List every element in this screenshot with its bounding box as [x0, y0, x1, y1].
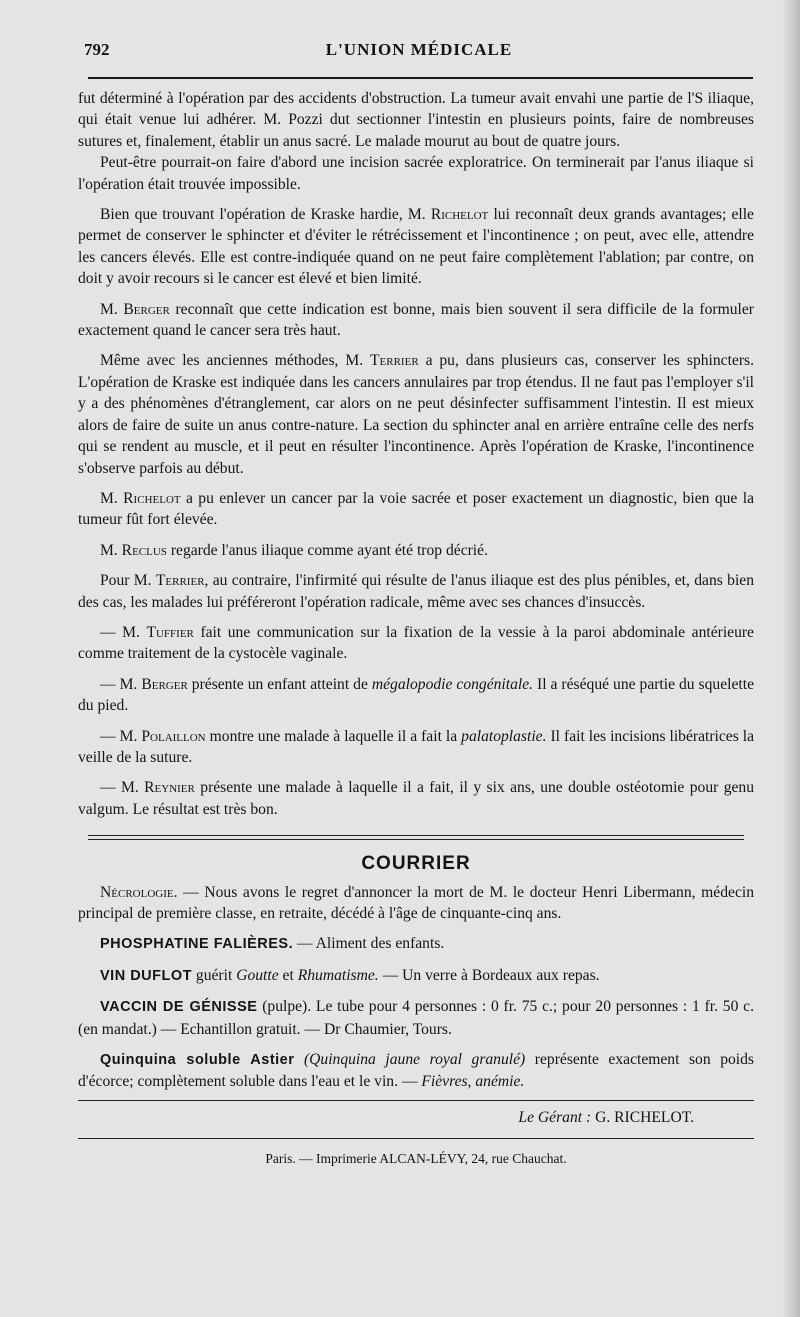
speaker-name: Terrier [155, 572, 205, 590]
speaker-name: Reclus [121, 541, 167, 559]
paragraph-incision: Peut-être pourrait-on faire d'abord une incision sacrée exploratrice. On terminerait par l'anus iliaque si l'opération était trouvée impossible. [78, 154, 754, 193]
speaker-name: Polaillon [141, 727, 206, 745]
header-rule [88, 77, 753, 79]
running-head [78, 40, 760, 64]
ad-vin-duflot: VIN DUFLOT guérit Goutte et Rhumatisme. — Un verre à Bordeaux aux repas. [100, 966, 600, 984]
ad-brand: Quinquina soluble Astier [100, 1052, 295, 1069]
paragraph-terrier-2: Pour M. Terrier, au contraire, l'infirmité qui résulte de l'anus iliaque est des plus pénibles, et, dans bien des cas, les malades lui préféreront l'opération radicale, même avec ses chances d'insuccès. [78, 572, 754, 611]
paragraph-polaillon: — M. Polaillon montre une malade à laquelle il a fait la palatoplastie. Il fait les incisions libératrices la veille de la suture. [78, 727, 755, 766]
ad-brand: VACCIN DE GÉNISSE [100, 999, 258, 1016]
section-divider [88, 835, 744, 840]
paragraph-pozzi: fut déterminé à l'opération par des accidents d'obstruction. La tumeur avait envahi une partie de l'S iliaque, qui était venue lui adhérer. M. Pozzi dut sectionner l'intestin en plusieurs points, faire de nombreuses sutures et, finalement, établir un anus sacré. Le malade mourut au bout de quatre jours. [78, 90, 754, 150]
page-number: 792 [84, 40, 110, 59]
article-body [78, 88, 754, 1170]
paragraph-richelot: Bien que trouvant l'opération de Kraske hardie, M. Richelot lui reconnaît deux grands avantages; elle permet de conserver le sphincter et d'éviter le rétrécissement et l'incontinence ; on peut, avec elle, attendre les cancers élevés. Elle est contre-indiquée quand on ne peut faire complètement l'ablation; par contre, on doit y avoir recours si le cancer est élevé et bien limité. [78, 206, 754, 288]
speaker-name: Berger [123, 300, 170, 318]
speaker-name: Berger [141, 675, 188, 693]
italic-term: mégalopodie congénitale. [371, 675, 534, 693]
ad-brand: PHOSPHATINE FALIÈRES. [100, 936, 294, 953]
speaker-name: Terrier [370, 352, 419, 370]
ad-brand: VIN DUFLOT [100, 967, 192, 984]
paragraph-reclus: M. Reclus regarde l'anus iliaque comme ayant été trop décrié. [100, 541, 488, 559]
ad-vaccin: VACCIN DE GÉNISSE (pulpe). Le tube pour 4 personnes : 0 fr. 75 c.; pour 20 personnes : 1 fr. 50 c. (en mandat.) — Echantillon gratuit. — Dr Chaumier, Tours. [78, 998, 754, 1038]
paragraph-richelot-2: M. Richelot a pu enlever un cancer par la voie sacrée et poser exactement un diagnostic, bien que la tumeur fût fort élevée. [78, 489, 754, 529]
imprint-rule [78, 1138, 754, 1139]
paragraph-tuffier: — M. Tuffier fait une communication sur la fixation de la vessie à la paroi abdominale antérieure comme traitement de la cystocèle vaginale. [78, 623, 754, 663]
section-title: COURRIER [361, 853, 471, 875]
ad-quinquina: Quinquina soluble Astier (Quinquina jaune royal granulé) représente exactement son poids d'écorce; complètement soluble dans l'eau et le vin. — Fièvres, anémie. [78, 1051, 754, 1091]
printer-imprint: Paris. — Imprimerie ALCAN-LÉVY, 24, rue Chauchat. [265, 1151, 567, 1167]
gerant-label: Le Gérant : [518, 1108, 592, 1126]
paragraph-reynier: — M. Reynier présente une malade à laquelle il a fait, il y six ans, une double ostéotomie pour genu valgum. Le résultat est très bon. [78, 779, 755, 818]
italic-term: palatoplastie. [461, 727, 547, 745]
footer-rule [78, 1100, 754, 1101]
paragraph-berger-2: — M. Berger présente un enfant atteint de mégalopodie congénitale. Il a réséqué une partie du squelette du pied. [78, 675, 754, 715]
speaker-name: Tuffier [146, 623, 194, 641]
speaker-name: Reynier [144, 779, 195, 797]
paragraph-necrologie: Nécrologie. — Nous avons le regret d'annoncer la mort de M. le docteur Henri Libermann, médecin principal de première classe, en retraite, décédé à l'âge de cinquante-cinq ans. [78, 883, 754, 922]
paragraph-terrier: Même avec les anciennes méthodes, M. Terrier a pu, dans plusieurs cas, conserver les sphincters. L'opération de Kraske est indiquée dans les cancers annulaires par trop étendus. Il ne faut pas l'employer s'il y a des phénomènes d'étranglement, car alors on ne peut désinfecter suffisamment l'intestin. Il est mieux alors de faire de suite un anus contre-nature. La section du sphincter anal en arrière entraîne celle des nerfs qui se rendent au muscle, et il peut en résulter l'incontinence. Après l'opération de Kraske, l'incontinence s'observe parfois au début. [78, 352, 754, 477]
necrologie-label: Nécrologie. [100, 883, 178, 901]
page-edge-shadow [782, 0, 800, 1317]
paragraph-berger: M. Berger reconnaît que cette indication est bonne, mais bien souvent il sera difficile de la formuler exactement quand le cancer sera très haut. [78, 300, 754, 340]
gerant-signature [78, 1107, 694, 1128]
speaker-name: Richelot [430, 206, 489, 224]
speaker-name: Richelot [123, 489, 181, 507]
ad-phosphatine: PHOSPHATINE FALIÈRES. — Aliment des enfants. [100, 935, 445, 953]
journal-title: L'UNION MÉDICALE [325, 40, 513, 59]
gerant-name: G. RICHELOT. [595, 1108, 694, 1126]
